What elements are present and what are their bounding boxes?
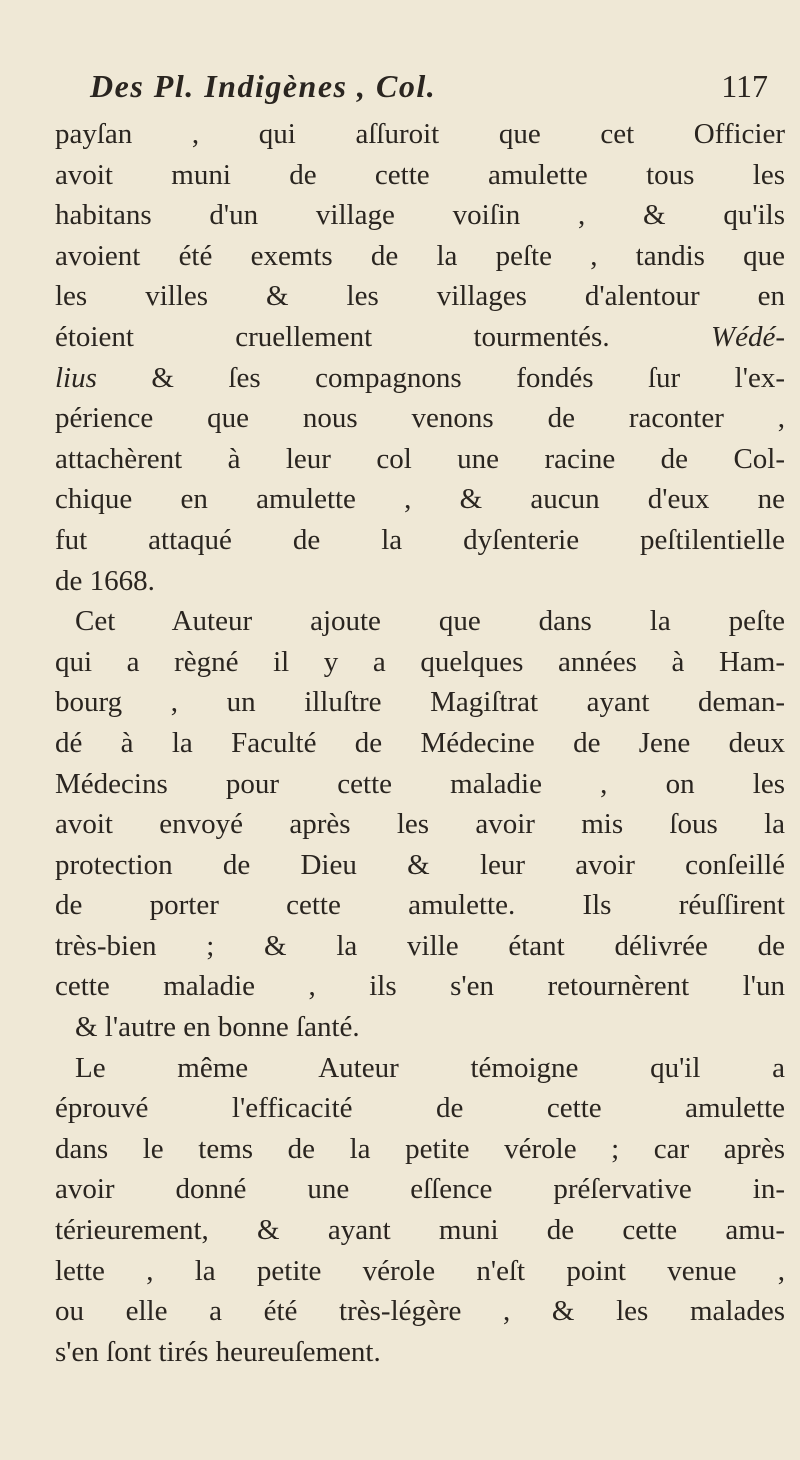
text-line: cette maladie , ils s'en retournèrent l'un <box>55 970 785 1003</box>
text-line: chique en amulette , & aucun d'eux ne <box>55 483 785 516</box>
text-line: payſan , qui aſſuroit que cet Officier <box>55 118 785 150</box>
text-line: ou elle a été très-légère , & les malades <box>55 1295 785 1328</box>
text-line: de porter cette amulette. Ils réuſſirent <box>55 889 785 922</box>
author-name-continued: lius <box>55 361 97 394</box>
text-line: avoit muni de cette amulette tous les <box>55 158 785 191</box>
text-line: térieurement, & ayant muni de cette amu- <box>55 1214 785 1247</box>
body-text <box>55 114 785 1372</box>
text-line: Le même Auteur témoigne qu'il a <box>75 1051 785 1084</box>
text-line: avoir donné une eſſence préſervative in- <box>55 1173 785 1206</box>
text-line: fut attaqué de la dyſenterie peſtilentielle <box>55 523 785 556</box>
text-line: de 1668. <box>55 564 155 597</box>
text-line: avoit envoyé après les avoir mis ſous la <box>55 808 785 841</box>
text-line: dé à la Faculté de Médecine de Jene deux <box>55 726 785 759</box>
text-line <box>55 358 785 399</box>
text-line: très-bien ; & la ville étant délivrée de <box>55 929 785 962</box>
text-segment: étoient cruellement tourmentés. <box>55 320 610 353</box>
text-line: & l'autre en bonne ſanté. <box>75 1011 360 1044</box>
text-line: éprouvé l'efficacité de cette amulette <box>55 1092 785 1125</box>
text-line: qui a règné il y a quelques années à Ham- <box>55 645 785 678</box>
text-line: bourg , un illuſtre Magiſtrat ayant deman- <box>55 686 785 719</box>
text-line: protection de Dieu & leur avoir conſeillé <box>55 848 785 881</box>
text-line: attachèrent à leur col une racine de Col- <box>55 442 785 475</box>
text-line: les villes & les villages d'alentour en <box>55 280 785 313</box>
text-line: habitans d'un village voiſin , & qu'ils <box>55 199 785 232</box>
running-title: Des Pl. Indigènes , Col. <box>90 68 437 104</box>
text-line: dans le tems de la petite vérole ; car après <box>55 1132 785 1165</box>
page-header <box>60 68 790 118</box>
text-line <box>55 317 785 358</box>
text-line: lette , la petite vérole n'eſt point venue , <box>55 1254 785 1287</box>
text-line: avoient été exemts de la peſte , tandis que <box>55 239 785 272</box>
text-segment: & ſes compagnons fondés ſur l'ex- <box>151 361 785 394</box>
author-name: Wédé- <box>710 320 785 353</box>
text-line: Cet Auteur ajoute que dans la peſte <box>75 605 785 638</box>
text-line: s'en ſont tirés heureuſement. <box>55 1335 381 1368</box>
text-line: Médecins pour cette maladie , on les <box>55 767 785 800</box>
text-line: périence que nous venons de raconter , <box>55 402 785 435</box>
page-number: 117 <box>721 68 768 104</box>
